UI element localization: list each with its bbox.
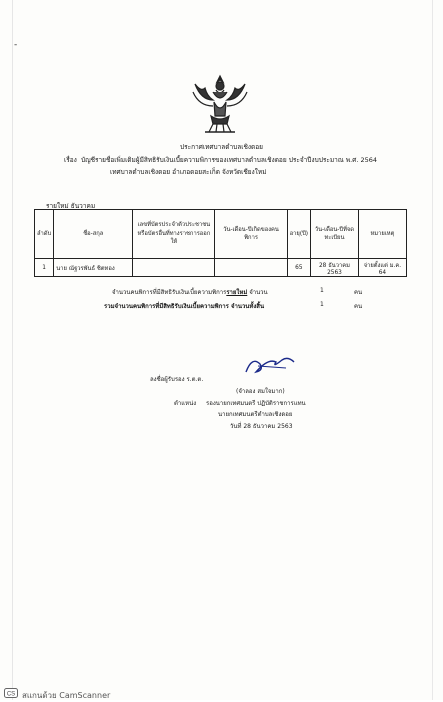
table-row xyxy=(35,259,407,277)
garuda-emblem-icon xyxy=(187,70,253,136)
cell-register-date: 28 ธันวาคม 2563 xyxy=(311,259,359,277)
header-register-date: วัน-เดือน-ปีที่จดทะเบียน xyxy=(311,210,359,259)
section-underlined: รายใหม่ xyxy=(46,202,69,210)
section-rest: ธันวาคม xyxy=(68,202,96,210)
corner-mark: - xyxy=(14,40,18,50)
scanner-watermark: สแกนด้วย CamScanner xyxy=(22,691,111,700)
camscanner-logo-icon xyxy=(4,688,18,698)
header-birth-date: วัน-เดือน-ปีเกิดของคนพิการ xyxy=(215,210,287,259)
subject-label: เรื่อง xyxy=(64,156,77,164)
header-age: อายุ(ปี) xyxy=(287,210,310,259)
summary-new-suffix: จำนวน xyxy=(247,289,268,296)
cell-age: 65 xyxy=(287,259,310,277)
summary-new-count: 1 xyxy=(320,287,324,294)
header-id-card: เลขที่บัตรประจำตัวประชาชนหรือบัตรอื่นที่ทางราชการออกให้ xyxy=(133,210,215,259)
summary-new-unit: คน xyxy=(354,289,363,296)
signer-name: (จำลอง สมใจมาก) xyxy=(236,388,285,395)
cell-name: นาย ณัฐวรพันธ์ ชิตทอง xyxy=(54,259,133,277)
signer-position: รองนายกเทศมนตรี ปฏิบัติราชการแทน xyxy=(206,400,306,407)
summary-new xyxy=(112,287,268,297)
table-header-row xyxy=(35,210,407,259)
cell-id-card xyxy=(133,259,215,277)
recipients-table xyxy=(34,209,407,277)
header-name: ชื่อ-สกุล xyxy=(54,210,133,259)
cs-logo-text: CS xyxy=(6,691,16,698)
scan-edge-left xyxy=(12,0,13,700)
signer-position-2: นายกเทศมนตรีตำบลเชิงดอย xyxy=(218,411,293,418)
cell-birth-date xyxy=(215,259,287,277)
org-line: เทศบาลตำบลเชิงดอย อำเภอดอยสะเก็ด จังหวัดเชียงใหม่ xyxy=(110,168,267,176)
announcement-title: ประกาศเทศบาลตำบลเชิงดอย xyxy=(180,143,263,151)
cell-remark: จ่ายตั้งแต่ ม.ค. 64 xyxy=(358,259,406,277)
summary-total-count: 1 xyxy=(320,301,324,308)
signer-line: ลงชื่อผู้รับรอง ร.ต.ต. xyxy=(150,376,204,383)
handwritten-signature xyxy=(242,352,298,378)
header-remark: หมายเหตุ xyxy=(358,210,406,259)
summary-total: รวมจำนวนคนพิการที่มีสิทธิรับเงินเบี้ยความพิการ จำนวนทั้งสิ้น xyxy=(104,303,265,310)
position-label: ตำแหน่ง xyxy=(174,400,197,407)
summary-total-unit: คน xyxy=(354,303,363,310)
subject-line xyxy=(64,155,377,165)
signed-date: วันที่ 28 ธันวาคม 2563 xyxy=(230,423,293,430)
subject-text: บัญชีรายชื่อเพิ่มเติมผู้มีสิทธิรับเงินเบี้ยความพิการของเทศบาลตำบลเชิงดอย ประจำปีงบประมาณ พ.ศ. 2564 xyxy=(80,156,377,164)
header-order: ลำดับ xyxy=(35,210,54,259)
summary-new-underlined: รายใหม่ xyxy=(226,289,248,296)
scan-edge-right xyxy=(432,0,433,700)
cell-order: 1 xyxy=(35,259,54,277)
summary-new-prefix: จำนวนคนพิการที่มีสิทธิรับเงินเบี้ยความพิการ xyxy=(112,289,227,296)
